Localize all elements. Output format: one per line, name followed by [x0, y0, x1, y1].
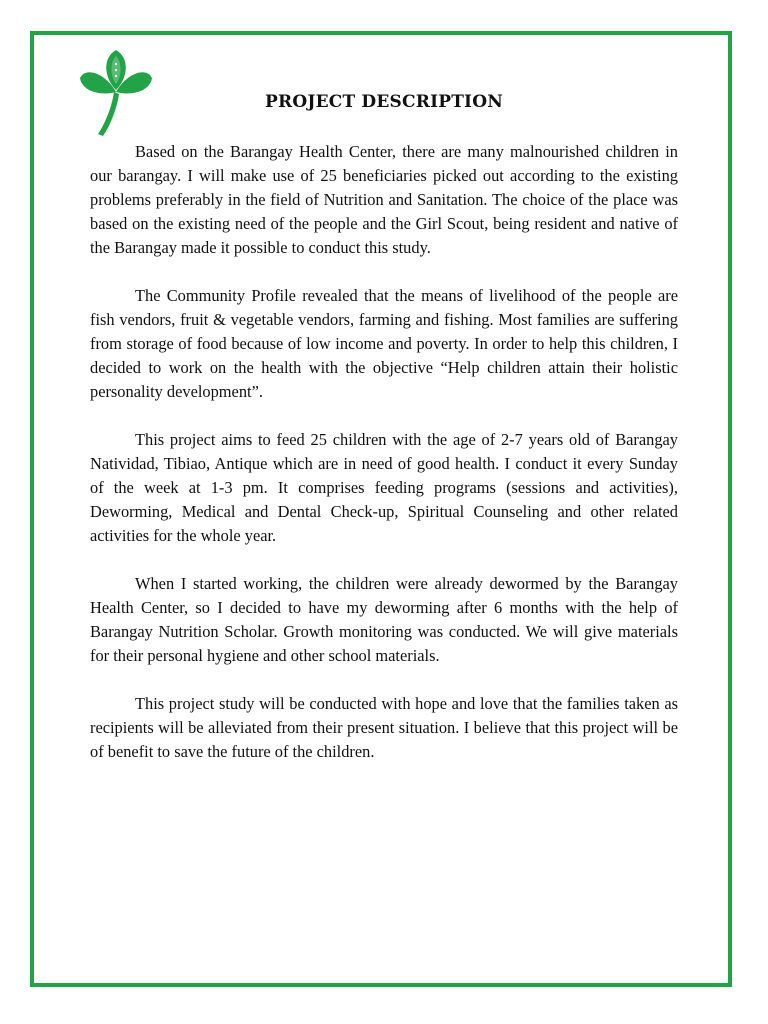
page-title: PROJECT DESCRIPTION	[265, 92, 503, 112]
document-body	[90, 140, 678, 788]
paragraph-4: When I started working, the children were already dewormed by the Barangay Health Center, so I decided to have my deworming after 6 months with the help of Barangay Nutrition Scholar. Growth monitoring was conducted. We will give materials for their personal hygiene and other school materials.	[90, 574, 678, 665]
paragraph-1: Based on the Barangay Health Center, there are many malnourished children in our barangay. I will make use of 25 beneficiaries picked out according to the existing problems preferably in the field of Nutrition and Sanitation. The choice of the place was based on the existing need of the people and the Girl Scout, being resident and native of the Barangay made it possible to conduct this study.	[90, 142, 678, 257]
paragraph-2: The Community Profile revealed that the means of livelihood of the people are fish vendors, fruit & vegetable vendors, farming and fishing. Most families are suffering from storage of food because of low income and poverty. In order to help this children, I decided to work on the health with the objective “Help children attain their holistic personality development”.	[90, 286, 678, 401]
trefoil-clover-icon	[76, 44, 156, 138]
paragraph-3: This project aims to feed 25 children with the age of 2-7 years old of Barangay Natividad, Tibiao, Antique which are in need of good health. I conduct it every Sunday of the week at 1-3 pm. It comprises feeding programs (sessions and activities), Deworming, Medical and Dental Check-up, Spiritual Counseling and other related activities for the whole year.	[90, 430, 678, 545]
paragraph-5: This project study will be conducted with hope and love that the families taken as recipients will be alleviated from their present situation. I believe that this project will be of benefit to save the future of the children.	[90, 694, 678, 761]
